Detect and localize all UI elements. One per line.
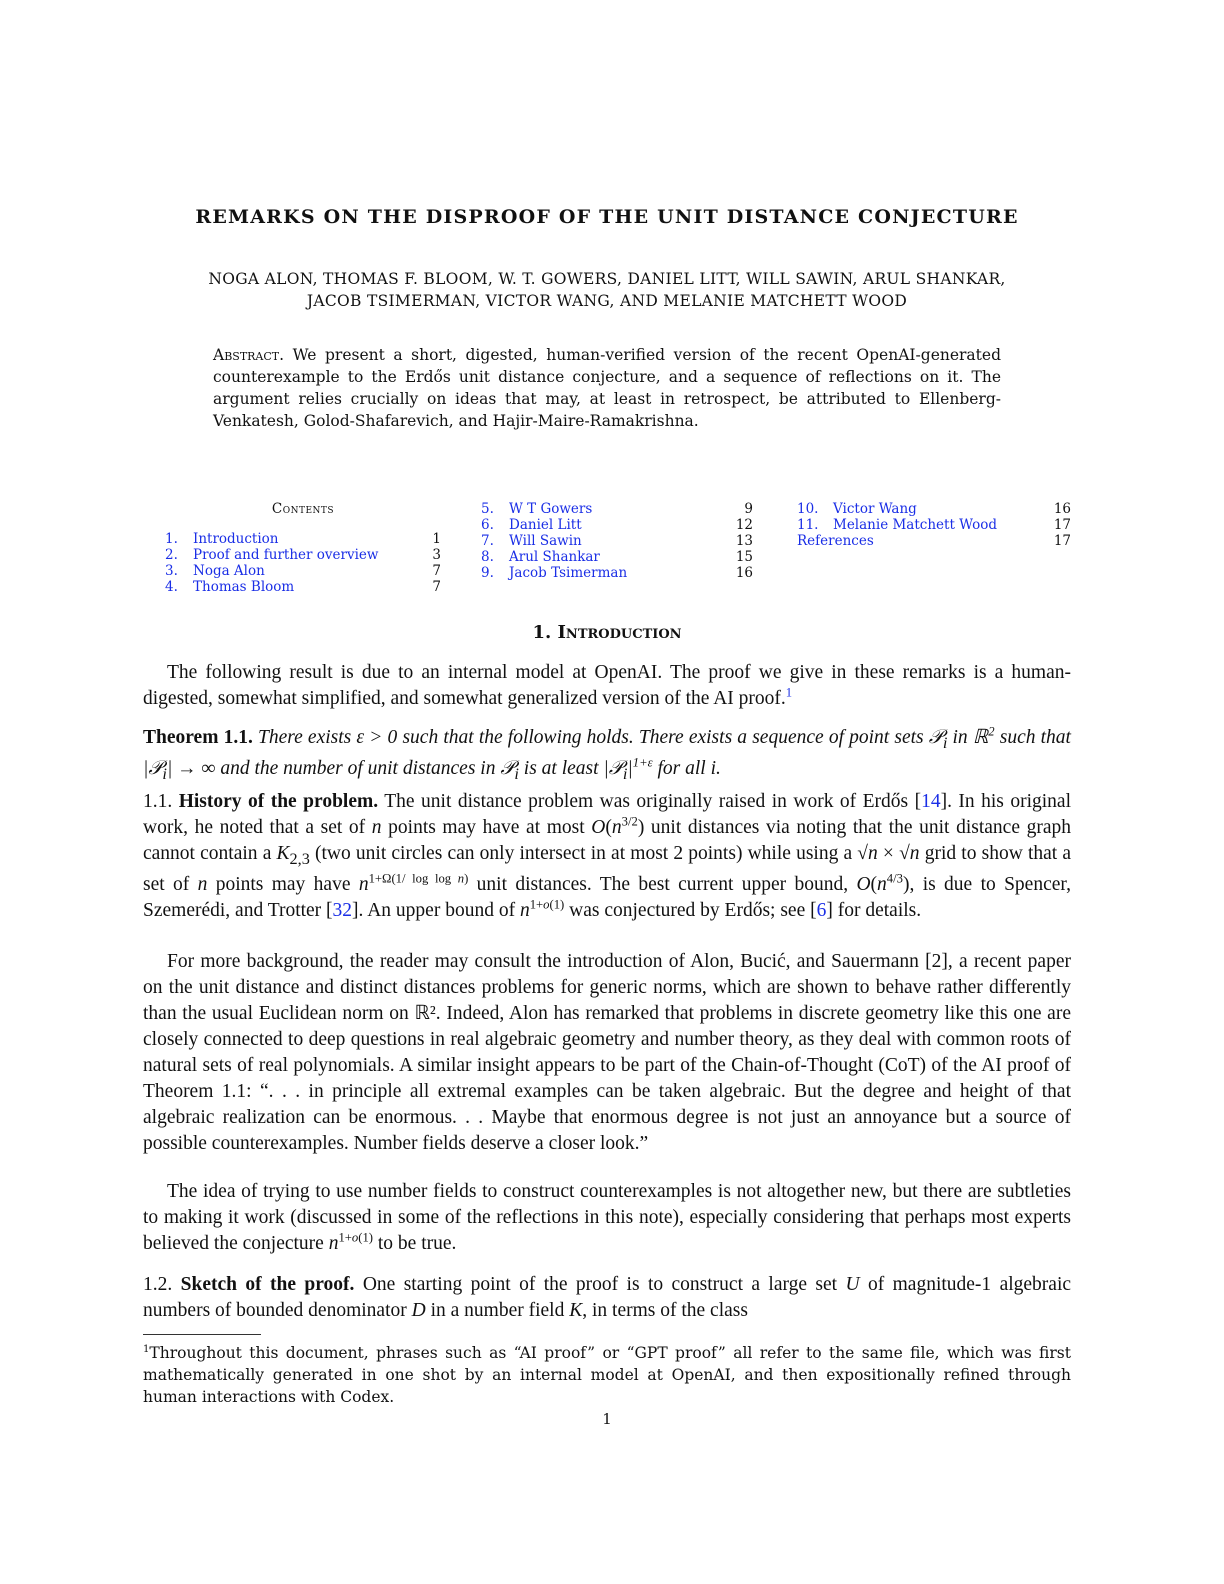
background-paragraph: For more background, the reader may consult the introduction of Alon, Bucić, and Sauermann [2], a recent paper on the unit distance and distinct distances problems for generic norms, which are shown to behave rather differently than the usual Euclidean norm on ℝ². Indeed, Alon has remarked that problems in discrete geometry like this one are closely connected to deep questions in real algebraic geometry and number theory, as they deal with common roots of natural sets of real polynomials. A similar insight appears to be part of the Chain-of-Thought (CoT) of the AI proof of Theorem 1.1: “. . . in principle all extremal examples can be taken algebraic. But the degree and height of that algebraic realization can be enormous. . . Maybe that enormous degree is not just an annoyance but a source of possible counterexamples. Number fields deserve a closer look.” <box>143 951 1071 1154</box>
theorem-1-1: Theorem 1.1. There exists ε > 0 such that the following holds. There exists a sequence of point sets 𝒫$_i$ in ℝ$^2$ such that |𝒫$_i$| → ∞ and the number of unit distances in 𝒫$_i$ is at least $|𝒫_i|^{1+\varepsilon}$ for all i. <box>143 724 1071 783</box>
toc-entry[interactable]: 1. Introduction 1 <box>165 531 441 547</box>
toc-entry[interactable]: 9. Jacob Tsimerman 16 <box>481 565 753 581</box>
abstract <box>213 344 1001 432</box>
toc-entry[interactable]: 8. Arul Shankar 15 <box>481 549 753 565</box>
paper-title: REMARKS ON THE DISPROOF OF THE UNIT DISTANCE CONJECTURE <box>195 206 1019 228</box>
toc-entry[interactable]: 4. Thomas Bloom 7 <box>165 579 441 595</box>
subsection-title: Sketch of the proof. <box>180 1274 355 1295</box>
theorem-label: Theorem 1.1. <box>143 727 253 748</box>
toc-column-2 <box>481 501 753 581</box>
footnote-ref[interactable]: 1 <box>785 685 793 700</box>
abstract-label: Abstract. <box>213 346 285 364</box>
sketch-paragraph: 1.2. Sketch of the proof. One starting point of the proof is to construct a large set U of magnitude-1 algebraic numbers of bounded denominator D in a number field K, in terms of the class <box>143 1274 1072 1321</box>
authors-line-1: NOGA ALON, THOMAS F. BLOOM, W. T. GOWERS, DANIEL LITT, WILL SAWIN, ARUL SHANKAR, <box>208 270 1006 288</box>
toc-entry[interactable]: 2. Proof and further overview 3 <box>165 547 441 563</box>
toc-entry[interactable]: 7. Will Sawin 13 <box>481 533 753 549</box>
toc-column-3 <box>797 501 1071 549</box>
footnote-divider <box>143 1334 261 1335</box>
toc-entry[interactable]: 10. Victor Wang 16 <box>797 501 1071 517</box>
intro-paragraph: The following result is due to an internal model at OpenAI. The proof we give in these remarks is a human-digested, somewhat simplified, and somewhat generalized version of the AI proof.$^1$ <box>143 662 1071 709</box>
toc-entry[interactable]: 11. Melanie Matchett Wood 17 <box>797 517 1071 533</box>
section-heading: 1. Introduction <box>532 622 682 643</box>
authors-line-2: JACOB TSIMERMAN, VICTOR WANG, AND MELANIE MATCHETT WOOD <box>306 292 908 310</box>
history-paragraph: 1.1. History of the problem. The unit distance problem was originally raised in work of Erdős [14]. In his original work, he noted that a set of n points may have at most $O(n^{3/2})$ unit distances via noting that the unit distance graph cannot contain a $K_{2,3}$ (two unit circles can only intersect in at most 2 points) while using a √n × √n grid to show that a set of n points may have $n^{1+\Omega(1/ log log n)}$ unit distances. The best current upper bound, $O(n^{4/3})$, is due to Spencer, Szemerédi, and Trotter [32]. An upper bound of $n^{1+o(1)}$ was conjectured by Erdős; see [6] for details. <box>143 791 1071 921</box>
subsection-title: History of the problem. <box>178 791 379 812</box>
number-fields-paragraph: The idea of trying to use number fields to construct counterexamples is not altogether new, but there are subtleties to making it work (discussed in some of the reflections in this note), especially considering that perhaps most experts believed the conjecture $n^{1+o(1)}$ to be true. <box>143 1181 1071 1254</box>
footnote: $^1$Throughout this document, phrases such as “AI proof” or “GPT proof” all refer to the same file, which was first mathematically generated in one shot by an internal model at OpenAI, and then expositionally refined through human interactions with Codex. <box>143 1343 1071 1406</box>
abstract-text: We present a short, digested, human-verified version of the recent OpenAI-generated counterexample to the Erdős unit distance conjecture, and a sequence of reflections on it. The argument relies crucially on ideas that may, at least in retrospect, be attributed to Ellenberg-Venkatesh, Golod-Shafarevich, and Hajir-Maire-Ramakrishna. <box>213 346 1001 430</box>
toc-entry[interactable]: 6. Daniel Litt 12 <box>481 517 753 533</box>
page-number: 1 <box>602 1410 612 1428</box>
toc-column-1 <box>165 501 441 595</box>
toc-heading: Contents <box>271 501 335 517</box>
toc-entry[interactable]: 3. Noga Alon 7 <box>165 563 441 579</box>
toc-entry[interactable]: 5. W T Gowers 9 <box>481 501 753 517</box>
toc-entry[interactable]: References 17 <box>797 533 1071 549</box>
author-list <box>143 268 1071 312</box>
